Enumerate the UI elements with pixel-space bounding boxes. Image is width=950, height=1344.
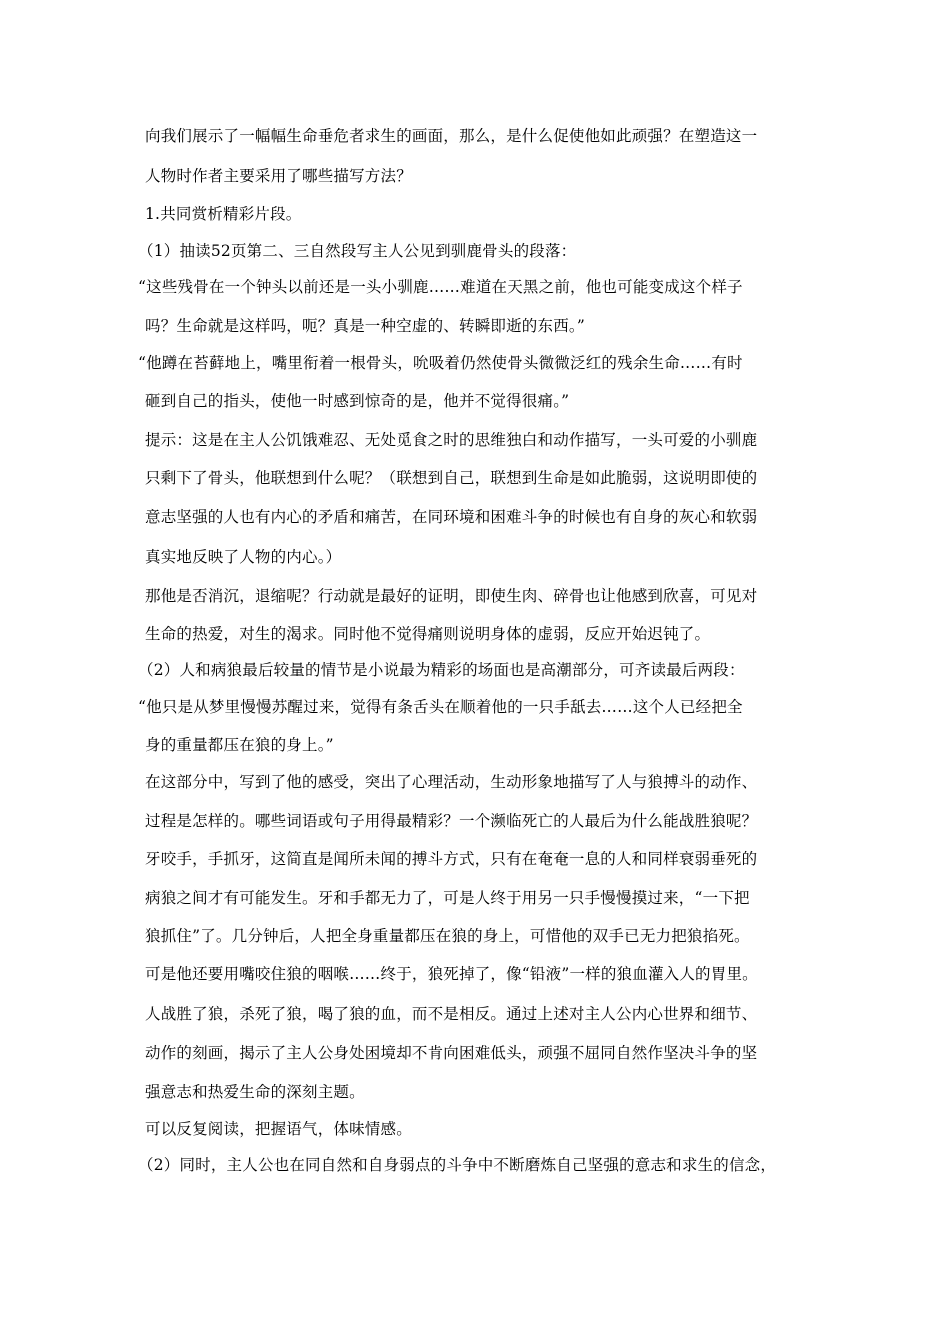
text-line: 在这部分中，写到了他的感受，突出了心理活动，生动形象地描写了人与狼搏斗的动作、 (145, 773, 758, 791)
text-line: 牙咬手，手抓牙，这简直是闻所未闻的搏斗方式，只有在奄奄一息的人和同样衰弱垂死的 (145, 850, 758, 868)
text-line: （2）同时，主人公也在同自然和自身弱点的斗争中不断磨炼自己坚强的意志和求生的信念， (138, 1156, 777, 1174)
text-line: 那他是否消沉，退缩呢？行动就是最好的证明，即使生肉、碎骨也让他感到欣喜，可见对 (145, 587, 758, 605)
text-line: 吗？生命就是这样吗，呃？真是一种空虚的、转瞬即逝的东西。” (145, 317, 585, 335)
text-line: 可是他还要用嘴咬住狼的咽喉……终于，狼死掉了，像“铅液”一样的狼血灌入人的胃里。 (145, 965, 758, 983)
text-line: 生命的热爱，对生的渴求。同时他不觉得痛则说明身体的虚弱，反应开始迟钝了。 (145, 625, 711, 643)
text-line: 可以反复阅读，把握语气，体味情感。 (145, 1120, 412, 1138)
text-line: 狼抓住”了。几分钟后，人把全身重量都压在狼的身上，可惜他的双手已无力把狼掐死。 (145, 927, 750, 945)
text-line: 强意志和热爱生命的深刻主题。 (145, 1083, 365, 1101)
text-line: 向我们展示了一幅幅生命垂危者求生的画面，那么，是什么促使他如此顽强？在塑造这一 (145, 127, 758, 145)
text-line: “他蹲在苔藓地上，嘴里衔着一根骨头，吮吸着仍然使骨头微微泛红的残余生命……有时 (138, 354, 743, 372)
text-line: “这些残骨在一个钟头以前还是一头小驯鹿……难道在天黑之前，他也可能变成这个样子 (138, 278, 743, 296)
text-line: 动作的刻画，揭示了主人公身处困境却不肯向困难低头，顽强不屈同自然作坚决斗争的坚 (145, 1044, 758, 1062)
text-line: 人战胜了狼，杀死了狼，喝了狼的血，而不是相反。通过上述对主人公内心世界和细节、 (145, 1005, 758, 1023)
text-line: 病狼之间才有可能发生。牙和手都无力了，可是人终于用另一只手慢慢摸过来，“一下把 (145, 889, 750, 907)
text-line: （1）抽读52页第二、三自然段写主人公见到驯鹿骨头的段落： (138, 242, 577, 260)
text-line: （2）人和病狼最后较量的情节是小说最为精彩的场面也是高潮部分，可齐读最后两段： (138, 661, 745, 679)
text-line: 真实地反映了人物的内心。） (145, 548, 342, 566)
text-line: 只剩下了骨头，他联想到什么呢？（联想到自己，联想到生命是如此脆弱，这说明即使的 (145, 469, 758, 487)
text-line: 砸到自己的指头，使他一时感到惊奇的是，他并不觉得很痛。” (145, 392, 570, 410)
text-line: “他只是从梦里慢慢苏醒过来，觉得有条舌头在顺着他的一只手舐去……这个人已经把全 (138, 698, 743, 716)
text-line: 1.共同赏析精彩片段。 (145, 205, 302, 223)
text-line: 身的重量都压在狼的身上。” (145, 736, 334, 754)
text-line: 过程是怎样的。哪些词语或句子用得最精彩？一个濒临死亡的人最后为什么能战胜狼呢？ (145, 812, 758, 830)
text-line: 提示：这是在主人公饥饿难忍、无处觅食之时的思维独白和动作描写，一头可爱的小驯鹿 (145, 431, 758, 449)
text-line: 意志坚强的人也有内心的矛盾和痛苦，在同环境和困难斗争的时候也有自身的灰心和软弱 (145, 508, 758, 526)
text-line: 人物时作者主要采用了哪些描写方法？ (145, 167, 412, 185)
